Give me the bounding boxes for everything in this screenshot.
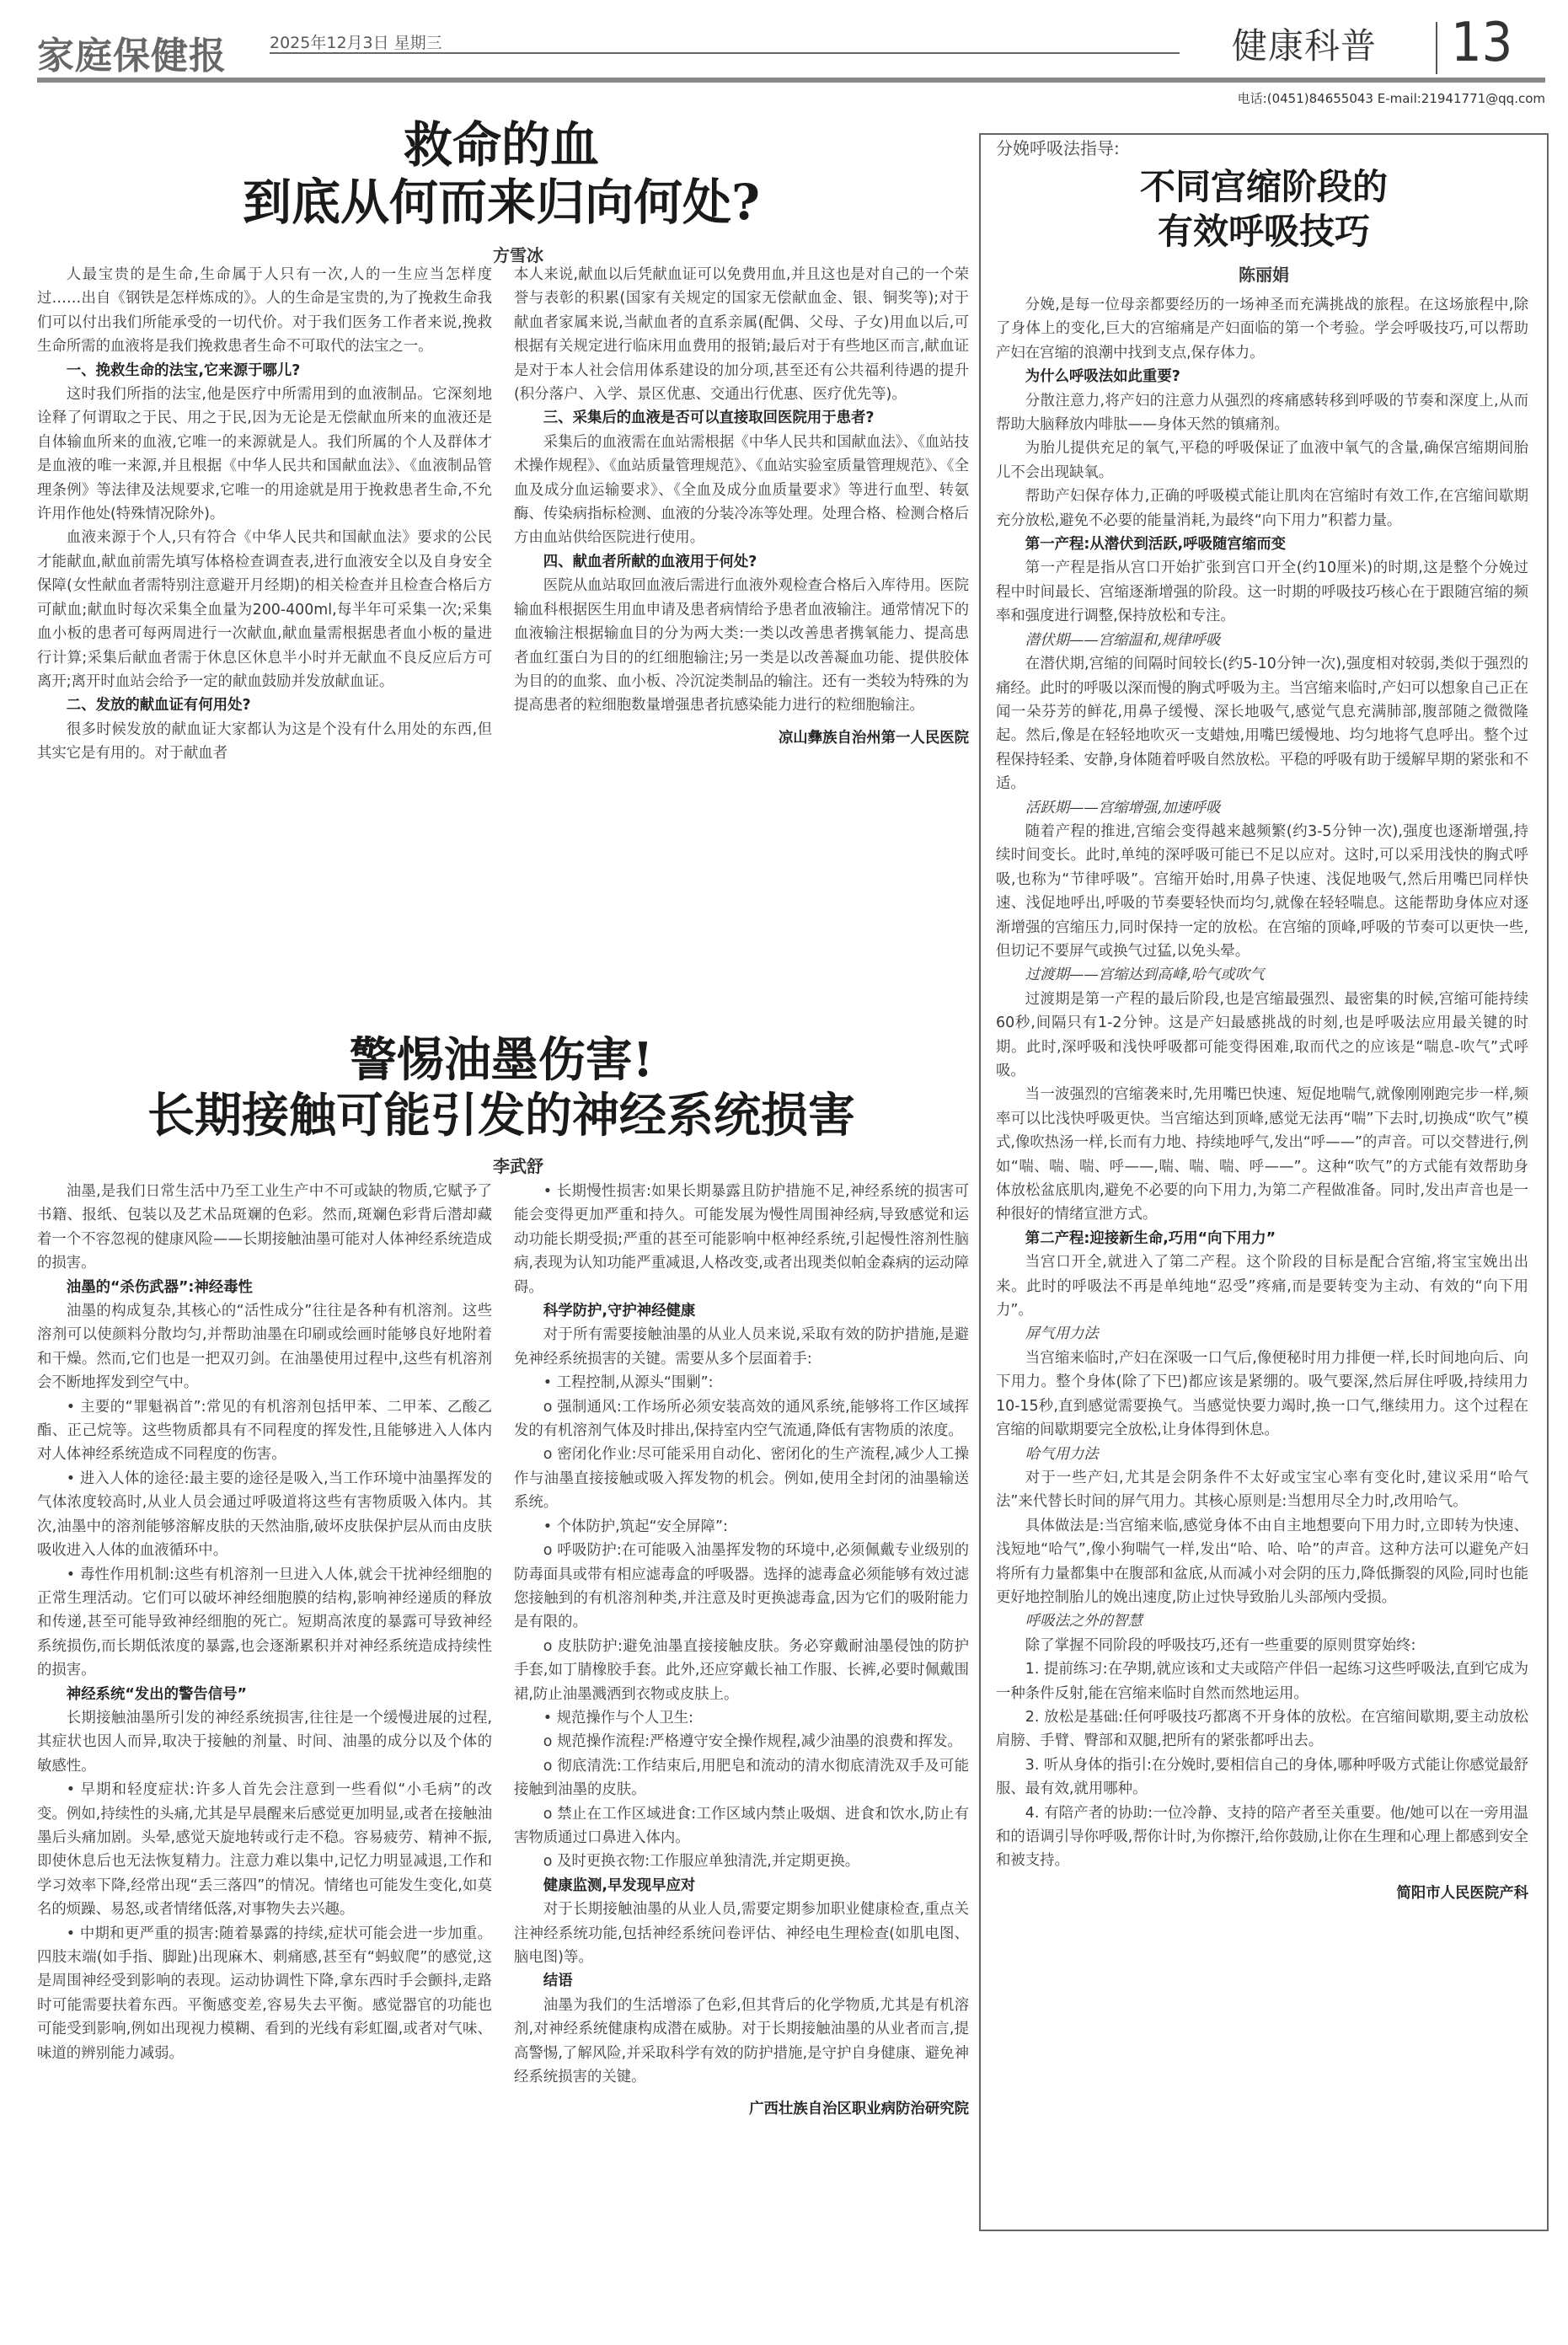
article3-title-line1: 不同宫缩阶段的 <box>1139 166 1388 207</box>
paragraph: 医院从血站取回血液后需进行血液外观检查合格后入库待用。医院输血科根据医生用血申请及患者病情给予患者血液输注。通常情况下的血液输注根据输血目的分为两大类:一类以改善患者携氧能力、提高患者血红蛋白为目的的红细胞输注;另一类是以改善凝血功能、提供胶体为目的的血浆、血小板、冷沉淀类制品的输注。还有一类较为特殊的为提高患者的粒细胞数量增强患者抗感染能力进行的粒细胞输注。 <box>514 577 969 715</box>
paragraph: o 规范操作流程:严格遵守安全操作规程,减少油墨的浪费和挥发。 <box>543 1733 962 1751</box>
paragraph: 2. 放松是基础:任何呼吸技巧都离不开身体的放松。在宫缩间歇期,要主动放松肩膀、手臂、臀部和双腿,把所有的紧张都呼出去。 <box>996 1708 1528 1750</box>
paragraph: o 密闭化作业:尽可能采用自动化、密闭化的生产流程,减少人工操作与油墨直接接触或吸入挥发物的机会。例如,使用全封闭的油墨输送系统。 <box>514 1446 969 1512</box>
paragraph: 分娩,是每一位母亲都要经历的一场神圣而充满挑战的旅程。在这场旅程中,除了身体上的变化,巨大的宫缩痛是产妇面临的第一个考验。学会呼吸技巧,可以帮助产妇在宫缩的浪潮中找到支点,保存体力。 <box>996 297 1528 361</box>
page-number: 13 <box>1451 12 1513 74</box>
contact-info: 电话:(0451)84655043 E-mail:21941771@qq.com <box>1237 91 1545 106</box>
paragraph: 油墨的构成复杂,其核心的“活性成分”往往是各种有机溶剂。这些溶剂可以使颜料分散均匀,并帮助油墨在印刷或绘画时能够良好地附着和干燥。然而,它们也是一把双刃剑。在油墨使用过程中,这些有机溶剂会不断地挥发到空气中。 <box>37 1303 492 1392</box>
paragraph: 第一产程是指从宫口开始扩张到宫口开全(约10厘米)的时期,这是整个分娩过程中时间最长、宫缩逐渐增强的阶段。这一时期的呼吸技巧核心在于跟随宫缩的频率和强度进行调整,保持放松和专注。 <box>996 559 1528 625</box>
paragraph: 为胎儿提供充足的氧气,平稳的呼吸保证了血液中氧气的含量,确保宫缩期间胎儿不会出现缺氧。 <box>996 440 1528 481</box>
article3-body <box>996 293 1528 1905</box>
paragraph: 对于所有需要接触油墨的从业人员来说,采取有效的防护措施,是避免神经系统损害的关键。需要从多个层面着手: <box>514 1326 969 1368</box>
paragraph: 对于长期接触油墨的从业人员,需要定期参加职业健康检查,重点关注神经系统功能,包括神经系统问卷评估、神经电生理检查(如肌电图、脑电图)等。 <box>514 1901 969 1966</box>
paragraph: 油墨为我们的生活增添了色彩,但其背后的化学物质,尤其是有机溶剂,对神经系统健康构成潜在威胁。对于长期接触油墨的从业者而言,提高警惕,了解风险,并采取科学有效的防护措施,是守护自身健康、避免神经系统损害的关键。 <box>514 1996 969 2086</box>
article1-column1 <box>37 263 492 766</box>
article2-headline <box>34 1032 969 1143</box>
masthead-rule <box>37 78 1545 83</box>
paragraph: 除了掌握不同阶段的呼吸技巧,还有一些重要的原则贯穿始终: <box>1025 1636 1416 1654</box>
paragraph: • 工程控制,从源头“围剿”: <box>543 1374 714 1392</box>
subsection-heading: 潜伏期——宫缩温和,规律呼吸 <box>1025 631 1221 649</box>
article2-title-line2: 长期接触可能引发的神经系统损害 <box>147 1088 855 1144</box>
issue-date: 2025年12月3日 星期三 <box>270 34 442 52</box>
article2-column1 <box>37 1180 492 2065</box>
paragraph: o 呼吸防护:在可能吸入油墨挥发物的环境中,必须佩戴专业级别的防毒面具或带有相应滤毒盒的呼吸器。选择的滤毒盒必须能够有效过滤您接触到的有机溶剂种类,并注意及时更换滤毒盒,因为它们的吸附能力是有限的。 <box>514 1542 969 1631</box>
subheading: 一、挽救生命的法宝,它来源于哪儿? <box>66 361 301 379</box>
paragraph: 过渡期是第一产程的最后阶段,也是宫缩最强烈、最密集的时候,宫缩可能持续60秒,间隔只有1-2分钟。这是产妇最感挑战的时刻,也是呼吸法应用最关键的时期。此时,深呼吸和浅快呼吸都可能变得困难,取而代之的应该是“喘息-吹气”式呼吸。 <box>996 990 1528 1079</box>
paragraph: 4. 有陪产者的协助:一位冷静、支持的陪产者至关重要。他/她可以在一旁用温和的语调引导你呼吸,帮你计时,为你擦汗,给你鼓励,让你在生理和心理上都感到安全和被支持。 <box>996 1804 1528 1870</box>
article2-author: 李武舒 <box>493 1156 543 1176</box>
article3-headline <box>979 165 1549 254</box>
paragraph: • 规范操作与个人卫生: <box>543 1709 693 1727</box>
subheading: 为什么呼吸法如此重要? <box>1025 368 1180 386</box>
subsection-heading: 活跃期——宫缩增强,加速呼吸 <box>1025 799 1221 816</box>
paragraph: 具体做法是:当宫缩来临,感觉身体不由自主地想要向下用力时,立即转为快速、浅短地“哈气”,像小狗喘气一样,发出“哈、哈、哈”的声音。这种方法可以避免产妇将所有力量都集中在腹部和盆底,从而减小对会阴的压力,降低撕裂的风险,同时也能更好地控制胎儿的娩出速度,防止过快导致胎儿头部颅内受损。 <box>996 1517 1528 1606</box>
paragraph: 当一波强烈的宫缩袭来时,先用嘴巴快速、短促地喘气,就像刚刚跑完步一样,频率可以比浅快呼吸更快。当宫缩达到顶峰,感觉无法再“喘”下去时,切换成“吹气”模式,像吹热汤一样,长而有力地、持续地呼气,发出“呼——”的声音。可以交替进行,例如“喘、喘、喘、呼——,喘、喘、喘、呼——”。这种“吹气”的方式能有效帮助身体放松盆底肌肉,避免不必要的向下用力,为第二产程做准备。同时,发出声音也是一种很好的情绪宣泄方式。 <box>996 1086 1528 1223</box>
paragraph: 帮助产妇保存体力,正确的呼吸模式能让肌肉在宫缩时有效工作,在宫缩间歇期充分放松,避免不必要的能量消耗,为最终“向下用力”积蓄力量。 <box>996 488 1528 529</box>
paragraph: 血液来源于个人,只有符合《中华人民共和国献血法》要求的公民才能献血,献血前需先填写体格检查调查表,进行血液安全以及自身安全保障(女性献血者需特别注意避开月经期)的相关检查并且检查合格后方可献血;献血时每次采集全血量为200-400ml,每半年可采集一次;采集血小板的患者可每两周进行一次献血,献血量需根据患者血小板的量进行计算;采集后献血者需于休息区休息半小时并无献血不良反应后方可离开;离开时血站会给予一定的献血鼓励并发放献血证。 <box>37 529 492 690</box>
paragraph: 采集后的血液需在血站需根据《中华人民共和国献血法》、《血站技术操作规程》、《血站质量管理规范》、《血站实验室质量管理规范》、《全血及成分血运输要求》、《全血及成分血质量要求》等进行血型、转氨酶、传染病指标检测、血液的分装冷冻等处理。处理合格、检测合格后方由血站供给医院进行使用。 <box>514 433 969 547</box>
article1-title-line1: 救命的血 <box>403 116 599 174</box>
article1-author: 方雪冰 <box>493 245 543 265</box>
subheading: 三、采集后的血液是否可以直接取回医院用于患者? <box>543 410 875 427</box>
paragraph: • 毒性作用机制:这些有机溶剂一旦进入人体,就会干扰神经细胞的正常生理活动。它们可以破坏神经细胞膜的结构,影响神经递质的释放和传递,甚至可能导致神经细胞的死亡。短期高浓度的暴露可导致神经系统损伤,而长期低浓度的暴露,也会逐渐累积并对神经系统造成持续性的损害。 <box>37 1566 492 1679</box>
subheading: 健康监测,早发现早应对 <box>543 1877 696 1894</box>
subheading: 油墨的“杀伤武器”:神经毒性 <box>66 1278 253 1296</box>
paragraph: • 中期和更严重的损害:随着暴露的持续,症状可能会进一步加重。四肢末端(如手指、脚趾)出现麻木、刺痛感,甚至有“蚂蚁爬”的感觉,这是周围神经受到影响的表现。运动协调性下降,拿东西时手会颤抖,走路时可能需要扶着东西。平衡感变差,容易失去平衡。感觉器官的功能也可能受到影响,例如出现视力模糊、看到的光线有彩虹圈,或者对气味、味道的辨别能力减弱。 <box>37 1925 492 2062</box>
article-source: 广西壮族自治区职业病防治研究院 <box>749 2101 969 2118</box>
article1-column2 <box>514 263 969 750</box>
paragraph: 1. 提前练习:在孕期,就应该和丈夫或陪产伴侣一起练习这些呼吸法,直到它成为一种条件反射,能在宫缩来临时自然而然地运用。 <box>996 1661 1528 1702</box>
subsection-heading: 哈气用力法 <box>1025 1445 1099 1463</box>
subheading: 四、献血者所献的血液用于何处? <box>543 553 757 570</box>
article1-title-line2: 到底从何而来归向何处? <box>243 174 760 232</box>
article3-title-line2: 有效呼吸技巧 <box>1157 210 1370 252</box>
paragraph: 3. 听从身体的指引:在分娩时,要相信自己的身体,哪种呼吸方式能让你感觉最舒服、最有效,就用哪种。 <box>996 1756 1528 1798</box>
paragraph: o 强制通风:工作场所必须安装高效的通风系统,能够将工作区域挥发的有机溶剂气体及时排出,保持室内空气流通,降低有害物质的浓度。 <box>514 1398 969 1440</box>
paragraph: o 及时更换衣物:工作服应单独清洗,并定期更换。 <box>543 1853 860 1871</box>
paragraph: 长期接触油墨所引发的神经系统损害,往往是一个缓慢进展的过程,其症状也因人而异,取决于接触的剂量、时间、油墨的成分以及个体的敏感性。 <box>37 1709 492 1775</box>
paragraph: o 彻底清洗:工作结束后,用肥皂和流动的清水彻底清洗双手及可能接触到油墨的皮肤。 <box>514 1757 969 1799</box>
subsection-heading: 过渡期——宫缩达到高峰,哈气或吹气 <box>1025 966 1265 984</box>
section-divider <box>1436 22 1437 74</box>
article2-title-line1: 警惕油墨伤害! <box>349 1032 654 1088</box>
paragraph: 在潜伏期,宫缩的间隔时间较长(约5-10分钟一次),强度相对较弱,类似于强烈的痛经。此时的呼吸以深而慢的胸式呼吸为主。当宫缩来临时,产妇可以想象自己正在闻一朵芬芳的鲜花,用鼻子缓慢、深长地吸气,感觉气息充满肺部,腹部随之微微隆起。然后,像是在轻轻地吹灭一支蜡烛,用嘴巴缓慢地、均匀地将气息呼出。整个过程保持轻柔、安静,身体随着呼吸自然放松。平稳的呼吸有助于缓解早期的紧张和不适。 <box>996 656 1528 793</box>
paragraph: 当宫缩来临时,产妇在深吸一口气后,像便秘时用力排便一样,长时间地向后、向下用力。整个身体(除了下巴)都应该是紧绷的。吸气要深,然后屏住呼吸,持续用力10-15秒,直到感觉需要换气。当感觉快要力竭时,换一口气,继续用力。这个过程在宫缩的间歇期要完全放松,让身体得到休息。 <box>996 1349 1528 1439</box>
subsection-heading: 呼吸法之外的智慧 <box>1025 1613 1143 1630</box>
paragraph: 对于一些产妇,尤其是会阴条件不太好或宝宝心率有变化时,建议采用“哈气法”来代替长时间的屏气用力。其核心原则是:当想用尽全力时,改用哈气。 <box>996 1469 1528 1511</box>
article2-column2 <box>514 1180 969 2122</box>
paragraph: 油墨,是我们日常生活中乃至工业生产中不可或缺的物质,它赋予了书籍、报纸、包装以及艺术品斑斓的色彩。然而,斑斓色彩背后潜却藏着一个不容忽视的健康风险——长期接触油墨可能对人体神经系统造成的损害。 <box>37 1183 492 1272</box>
subheading: 神经系统“发出的警告信号” <box>66 1685 247 1703</box>
paragraph: 随着产程的推进,宫缩会变得越来越频繁(约3-5分钟一次),强度也逐渐增强,持续时间变长。此时,单纯的深呼吸可能已不足以应对。这时,可以采用浅快的胸式呼吸,也称为“节律呼吸”。宫缩开始时,用鼻子快速、浅促地吸气,然后用嘴巴同样快速、浅促地呼出,呼吸的节奏要轻快而均匀,就像在轻轻喘息。这能帮助身体应对逐渐增强的宫缩压力,同时保持一定的放松。在宫缩的顶峰,呼吸的节奏可以更快一些,但切记不要屏气或换气过猛,以免头晕。 <box>996 822 1528 960</box>
paper-name: 家庭保健报 <box>37 35 227 78</box>
paragraph: • 个体防护,筑起“安全屏障”: <box>543 1518 728 1535</box>
paragraph: 本人来说,献血以后凭献血证可以免费用血,并且这也是对自己的一个荣誉与表彰的积累(国家有关规定的国家无偿献血金、银、铜奖等);对于献血者家属来说,当献血者的直系亲属(配偶、父母、子女)用血以后,可根据有关规定进行临床用血费用的报销;最后对于有些地区而言,献血证是对于本人社会信用体系建设的加分项,甚至还有公共福利待遇的提升(积分落户、入学、景区优惠、交通出行优惠、医疗优先等)。 <box>514 266 969 404</box>
paragraph: 很多时候发放的献血证大家都认为这是个没有什么用处的东西,但其实它是有用的。对于献血者 <box>37 720 492 763</box>
paragraph: 当宫口开全,就进入了第二产程。这个阶段的目标是配合宫缩,将宝宝娩出出来。此时的呼吸法不再是单纯地“忍受”疼痛,而是要转变为主动、有效的“向下用力”。 <box>996 1254 1528 1320</box>
article3-author: 陈丽娟 <box>1239 265 1289 285</box>
section-name: 健康科普 <box>1232 25 1378 67</box>
paragraph: • 主要的“罪魁祸首”:常见的有机溶剂包括甲苯、二甲苯、乙酸乙酯、正己烷等。这些物质都具有不同程度的挥发性,且能够进入人体内对人体神经系统造成不同程度的伤害。 <box>37 1398 492 1464</box>
paragraph: • 进入人体的途径:最主要的途径是吸入,当工作环境中油墨挥发的气体浓度较高时,从业人员会通过呼吸道将这些有害物质吸入体内。其次,油墨中的溶剂能够溶解皮肤的天然油脂,破坏皮肤保护层从而由皮肤吸收进入人体的血液循环中。 <box>37 1470 492 1560</box>
paragraph: 分散注意力,将产妇的注意力从强烈的疼痛感转移到呼吸的节奏和深度上,从而帮助大脑释放内啡肽——身体天然的镇痛剂。 <box>996 392 1528 434</box>
paragraph: • 长期慢性损害:如果长期暴露且防护措施不足,神经系统的损害可能会变得更加严重和持久。可能发展为慢性周围神经病,导致感觉和运动功能长期受损;严重的甚至可能影响中枢神经系统,引起慢性溶剂性脑病,表现为认知功能严重减退,人格改变,或者出现类似帕金森病的运动障碍。 <box>514 1183 969 1296</box>
paragraph: 这时我们所指的法宝,他是医疗中所需用到的血液制品。它深刻地诠释了何谓取之于民、用之于民,因为无论是无偿献血所来的血液还是自体输血所来的血液,它唯一的来源就是人。我们所属的个人及群体才是血液的唯一来源,并且根据《中华人民共和国献血法》、《血液制品管理条例》等法律及法规要求,它唯一的用途就是用于挽救患者生命,不允许用作他处(特殊情况除外)。 <box>37 386 492 523</box>
masthead-thin-rule <box>270 52 1180 54</box>
subheading: 结语 <box>543 1973 573 1990</box>
paragraph: o 禁止在工作区域进食:工作区域内禁止吸烟、进食和饮水,防止有害物质通过口鼻进入体内。 <box>514 1805 969 1846</box>
subsection-heading: 屏气用力法 <box>1025 1325 1099 1343</box>
paragraph: 人最宝贵的是生命,生命属于人只有一次,人的一生应当怎样度过……出自《钢铁是怎样炼成的》。人的生命是宝贵的,为了挽救生命我们可以付出我们所能承受的一切代价。对于我们医务工作者来说,挽救生命所需的血液将是我们挽救患者生命不可取代的法宝之一。 <box>37 266 492 356</box>
article-source: 简阳市人民医院产科 <box>1396 1884 1528 1902</box>
article-source: 凉山彝族自治州第一人民医院 <box>778 729 969 747</box>
paragraph: • 早期和轻度症状:许多人首先会注意到一些看似“小毛病”的改变。例如,持续性的头痛,尤其是早晨醒来后感觉更加明显,或者在接触油墨后头痛加剧。头晕,感觉天旋地转或行走不稳。容易疲劳、精神不振,即使休息后也无法恢复精力。注意力难以集中,记忆力明显减退,工作和学习效率下降,经常出现“丢三落四”的情况。情绪也可能发生变化,如莫名的烦躁、易怒,或者情绪低落,对事物失去兴趣。 <box>37 1781 492 1919</box>
paragraph: o 皮肤防护:避免油墨直接接触皮肤。务必穿戴耐油墨侵蚀的防护手套,如丁腈橡胶手套。此外,还应穿戴长袖工作服、长裤,必要时佩戴围裙,防止油墨溅洒到衣物或皮肤上。 <box>514 1637 969 1703</box>
article1-headline <box>34 116 969 232</box>
subheading: 二、发放的献血证有何用处? <box>66 697 251 715</box>
subheading: 第二产程:迎接新生命,巧用“向下用力” <box>1025 1229 1276 1247</box>
subheading: 科学防护,守护神经健康 <box>543 1303 696 1320</box>
article3-kicker: 分娩呼吸法指导: <box>996 138 1120 158</box>
subheading: 第一产程:从潜伏到活跃,呼吸随宫缩而变 <box>1025 536 1287 554</box>
